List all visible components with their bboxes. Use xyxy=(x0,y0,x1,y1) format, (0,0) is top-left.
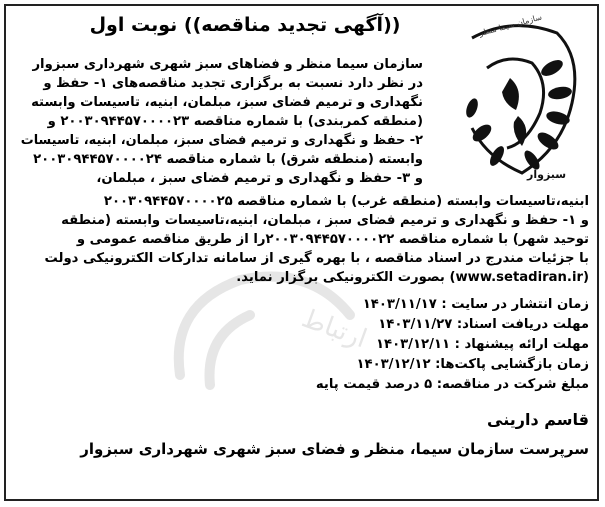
svg-text:سبزوار: سبزوار xyxy=(527,168,567,181)
body-line-12: (www.setadiran.ir) بصورت الکترونیکی برگزار نماید. xyxy=(236,270,589,285)
body-line-3: نگهداری و ترمیم فضای سبز، مبلمان، ابنیه، تاسیسات وابسته xyxy=(31,95,423,110)
notice-title: ((آگهی تجدید مناقصه)) نوبت اول xyxy=(89,14,401,36)
svg-text:ارتباط: ارتباط xyxy=(297,303,371,355)
body-line-2: در نظر دارد نسبت به برگزاری تجدید مناقصه‌های ۱- حفظ و xyxy=(43,76,423,91)
signer-title: سرپرست سازمان سیما، منظر و فضای سبز شهری شهرداری سبزوار xyxy=(80,440,589,458)
signer-name: قاسم دارینی xyxy=(487,410,589,429)
svg-text:سازمان سیما منظر: سازمان سیما منظر xyxy=(478,12,543,38)
body-line-9: و ۱- حفظ و نگهداری و ترمیم فضای سبز ، مبلمان، ابنیه،تاسیسات وابسته (منطقه xyxy=(61,213,589,228)
body-line-6: وابسته (منطقه شرق) با شماره مناقصه ۲۰۰۳۰۹۴۴۵۷۰۰۰۰۲۴ xyxy=(33,152,423,167)
proposal-deadline: مهلت ارائه پیشنهاد : ۱۴۰۳/۱۲/۱۱ xyxy=(375,337,589,352)
document-deadline: مهلت دریافت اسناد: ۱۴۰۳/۱۱/۲۷ xyxy=(378,317,589,332)
body-line-7: و ۳- حفظ و نگهداری و ترمیم فضای سبز ، مبلمان، xyxy=(96,171,423,186)
body-line-5: ۲- حفظ و نگهداری و ترمیم فضای سبز، مبلمان، ابنیه، تاسیسات xyxy=(20,133,423,148)
body-line-10: توحید شهر) با شماره مناقصه ۲۰۰۳۰۹۴۴۵۷۰۰۰۰۲۲را از طریق مناقصه عمومی و xyxy=(76,232,589,247)
publish-date: زمان انتشار در سایت : ۱۴۰۳/۱۱/۱۷ xyxy=(362,297,589,312)
participation-fee: مبلغ شرکت در مناقصه: ۵ درصد قیمت پایه xyxy=(315,377,589,392)
organization-logo-icon xyxy=(432,8,592,188)
body-line-1: سازمان سیما منظر و فضاهای سبز شهری شهرداری سبزوار xyxy=(32,57,423,72)
body-line-8: ابنیه،تاسیسات وابسته (منطقه غرب) با شماره مناقصه ۲۰۰۳۰۹۴۴۵۷۰۰۰۰۲۵ xyxy=(103,194,589,209)
opening-date: زمان بازگشایی پاکت‌ها: ۱۴۰۳/۱۲/۱۲ xyxy=(356,357,589,372)
body-line-4: (منطقه کمربندی) با شماره مناقصه ۲۰۰۳۰۹۴۴۵۷۰۰۰۰۲۳ و xyxy=(47,114,423,129)
body-line-11: با جزئیات مندرج در اسناد مناقصه ، با بهره گیری از سامانه تدارکات الکترونیکی دولت xyxy=(44,251,589,266)
